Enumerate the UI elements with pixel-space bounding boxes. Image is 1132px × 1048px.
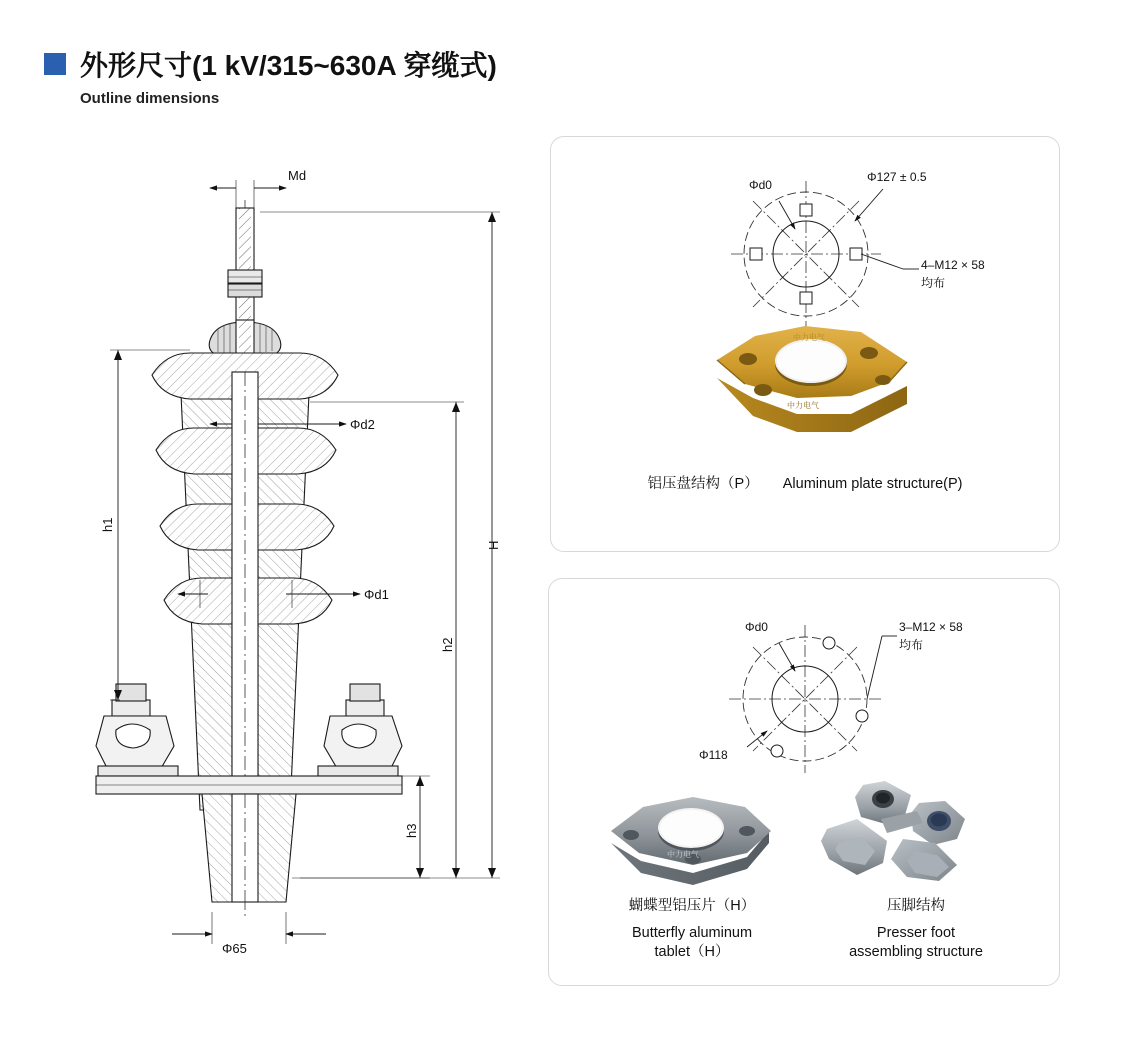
aluminum-plate-panel	[550, 136, 1060, 552]
dim-label-md: Md	[288, 168, 307, 183]
presser-caption-cn: 压脚结构	[887, 898, 945, 914]
svg-text:中力电气: 中力电气	[787, 401, 819, 410]
presser-foot-caption	[801, 897, 1031, 963]
label-bolt-spec-top: 4–M12 × 58	[921, 258, 985, 272]
dim-label-h: H	[486, 540, 501, 550]
butterfly-and-presser-panel	[548, 578, 1060, 986]
page-header	[44, 44, 497, 107]
label-bolt-spec-bottom: 3–M12 × 58	[899, 620, 963, 634]
label-phi-d0-bottom: Φd0	[745, 620, 768, 634]
page-subtitle: Outline dimensions	[80, 90, 220, 107]
page-title: 外形尺寸(1 kV/315~630A 穿缆式)	[80, 50, 497, 81]
dim-label-h1: h1	[100, 517, 115, 532]
aluminum-plate-photo	[701, 312, 931, 452]
aluminum-plate-caption-cn: 铝压盘结构（P）	[647, 476, 759, 492]
presser-caption-en-1: Presser foot	[876, 924, 956, 941]
dim-label-phi-d1: Φd1	[364, 587, 389, 602]
aluminum-plate-caption	[551, 475, 1059, 495]
butterfly-bolt-circle-diagram	[669, 599, 999, 789]
dim-label-h3: h3	[404, 823, 419, 838]
label-bolt-note-top: 均布	[921, 276, 946, 290]
butterfly-caption-cn: 蝴蝶型铝压片（H）	[628, 898, 756, 914]
butterfly-caption-en-2: tablet（H）	[654, 944, 730, 961]
dim-label-phi-d2: Φd2	[350, 417, 375, 432]
butterfly-caption-en-1: Butterfly aluminum	[631, 924, 753, 941]
aluminum-plate-caption-en: Aluminum plate structure(P)	[782, 476, 963, 492]
header-row	[44, 44, 497, 84]
label-phi-127: Φ127 ± 0.5	[867, 170, 927, 184]
label-phi-d0-top: Φd0	[749, 178, 772, 192]
butterfly-tablet-photo	[597, 787, 787, 897]
dim-label-phi-65: Φ65	[222, 941, 247, 956]
butterfly-tablet-caption	[577, 897, 807, 963]
presser-foot-photo	[811, 777, 1001, 897]
label-phi-118: Φ118	[699, 748, 728, 762]
aluminum-plate-bolt-circle-diagram	[671, 149, 1001, 339]
main-outline-drawing	[60, 160, 530, 960]
svg-text:中力电气: 中力电气	[793, 333, 825, 342]
label-bolt-note-bottom: 均布	[899, 638, 924, 652]
bullet-square-icon	[44, 53, 66, 75]
presser-caption-en-2: assembling structure	[849, 944, 983, 961]
svg-text:中力电气: 中力电气	[667, 850, 699, 859]
dim-label-h2: h2	[440, 637, 455, 652]
